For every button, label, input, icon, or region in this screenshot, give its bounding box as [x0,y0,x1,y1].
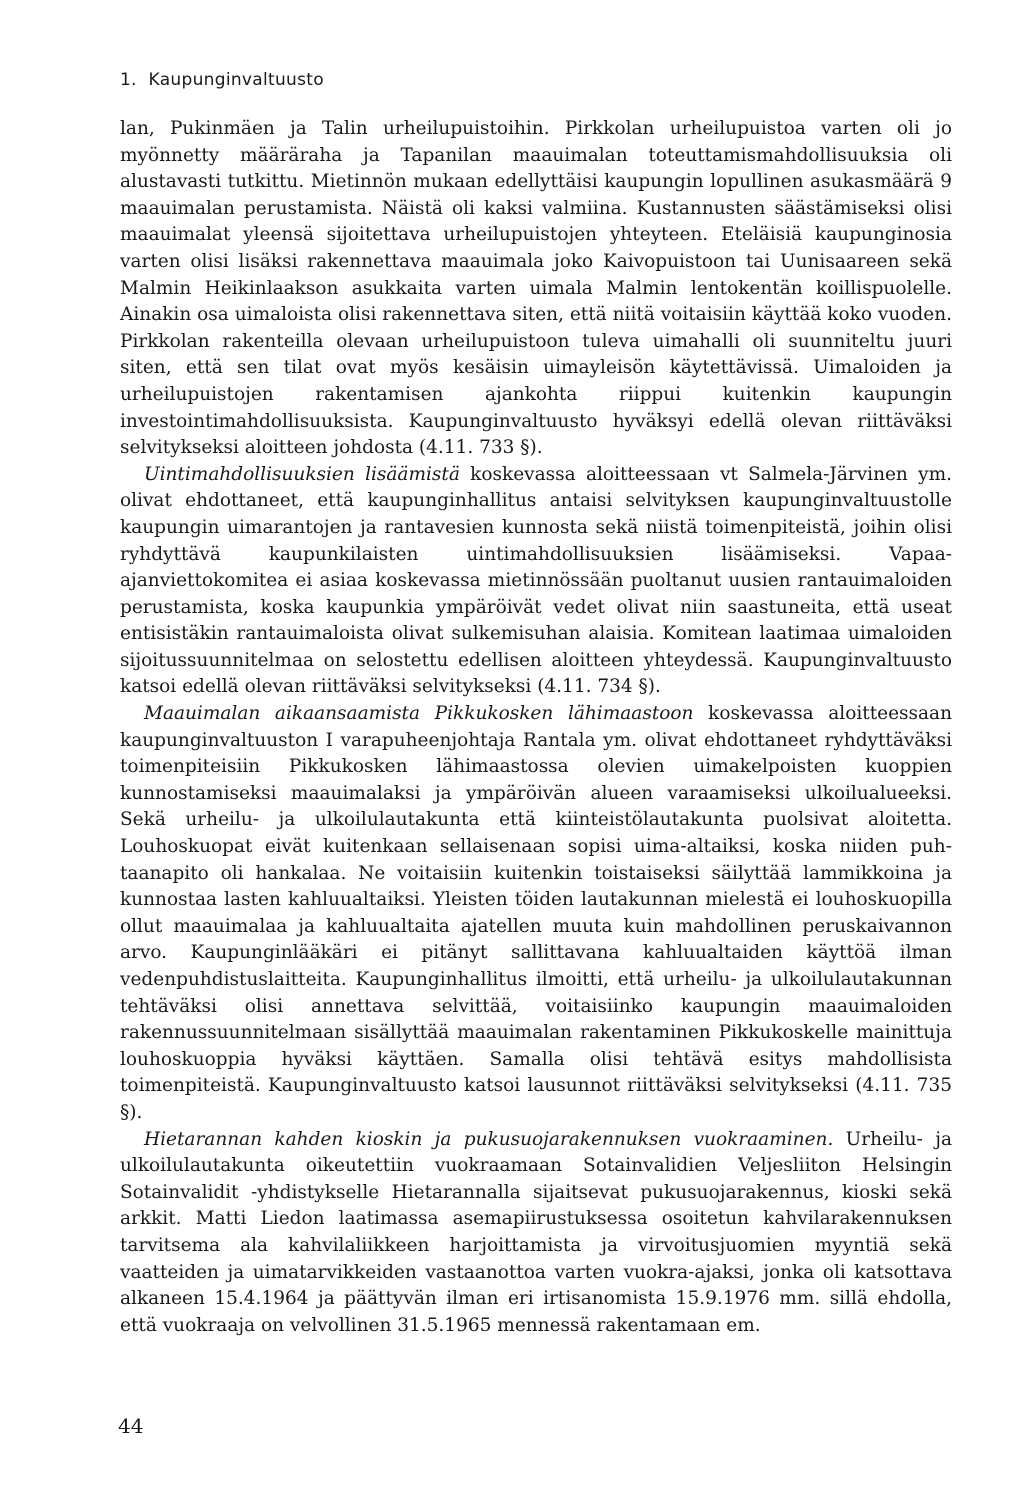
section-title: Kaupunginvaltuusto [148,70,324,90]
paragraph-2-title: Uintimahdollisuuksien lisäämistä [144,463,460,485]
paragraph-4-title: Hietarannan kahden kioskin ja pukusuojarakennuksen vuokraaminen. [144,1128,834,1150]
paragraph-3-text: koskevassa aloitteessaan kaupunginvaltuuston I varapuheenjohtaja Rantala ym. olivat ehdottaneet ryhdyttäväksi toimenpiteisiin Pikkukosken lähimaastossa olevien uimakelpoisten kuoppien kunnostamiseksi maauimalaksi ja ympäröivän alueen varaamiseksi ulkoilualueeksi. Sekä urheilu- ja ulkoilulautakunta että kiinteistölautakunta puolsivat aloitetta. Louhoskuopat eivät kuitenkaan sellaisenaan sopisi uima-altaiksi, koska niiden puhtaanapito oli hankalaa. Ne voitaisiin kuitenkin toistaiseksi säilyttää lammikkoina ja kunnostaa lasten kahluualtaiksi. Yleisten töiden lautakunnan mielestä ei louhoskuopilla ollut maauimalaa ja kahluualtaita ajatellen muuta kuin mahdollinen peruskaivannon arvo. Kaupunginlääkäri ei pitänyt sallittavana kahluualtaiden käyttöä ilman vedenpuhdistuslaitteita. Kaupunginhallitus ilmoitti, että urheilu- ja ulkoilulautakunnan tehtäväksi olisi annettava selvittää, voitaisiinko kaupungin maauimaloiden rakennussuunnitelmaan sisällyttää maauimalan rakentaminen Pikkukoskelle mainittuja louhoskuoppia hyväksi käyttäen. Samalla olisi tehtävä esitys mahdollisista toimenpiteistä. Kaupunginvaltuusto katsoi lausunnot riittäväksi selvitykseksi (4.11. 735 §). [120,703,952,1123]
paragraph-3-title: Maauimalan aikaansaamista Pikkukosken lähimaastoon [144,703,694,725]
paragraph-1 [120,116,952,462]
paragraph-3 [120,701,952,1127]
body-text [120,116,952,1339]
page-number: 44 [118,1414,144,1438]
paragraph-2 [120,462,952,701]
paragraph-4 [120,1127,952,1340]
running-header [120,70,324,90]
paragraph-2-text: koskevassa aloitteessaan vt Salmela-Järvinen ym. olivat ehdottaneet, että kaupunginhallitus antaisi selvityksen kaupunginvaltuustolle kaupungin uimarantojen ja rantavesien kunnosta sekä niistä toimenpiteistä, joihin olisi ryhdyttävä kaupunkilaisten uintimahdollisuuksien lisäämiseksi. Vapaa-ajanviettokomitea ei asiaa koskevassa mietinnössään puoltanut uusien rantauimaloiden perustamista, koska kaupunkia ympäröivät vedet olivat niin saastuneita, että useat entisistäkin rantauimaloista olivat sulkemisuhan alaisia. Komitean laatimaa uimaloiden sijoitussuunnitelmaa on selostettu edellisen aloitteen yhteydessä. Kaupunginvaltuusto katsoi edellä olevan riittäväksi selvitykseksi (4.11. 734 §). [120,463,953,698]
section-number: 1. [120,70,137,90]
paragraph-4-text: Urheilu- ja ulkoilulautakunta oikeutettiin vuokraamaan Sotainvalidien Veljesliiton Helsingin Sotainvalidit -yhdistykselle Hietarannalla sijaitsevat pukusuojarakennus, kioski sekä arkkit. Matti Liedon laatimassa asemapiirustuksessa osoitetun kahvilarakennuksen tarvitsema ala kahvilaliikkeen harjoittamista ja virvoitusjuomien myyntiä sekä vaatteiden ja uimatarvikkeiden vastaanottoa varten vuokra-ajaksi, jonka oli katsottava alkaneen 15.4.1964 ja päättyvän ilman eri irtisanomista 15.9.1976 mm. sillä ehdolla, että vuokraaja on velvollinen 31.5.1965 mennessä rakentamaan em. [120,1128,952,1336]
paragraph-1-text: lan, Pukinmäen ja Talin urheilupuistoihin. Pirkkolan urheilupuistoa varten oli jo myönnetty määräraha ja Tapanilan maauimalan toteuttamismahdollisuuksia oli alustavasti tutkittu. Mietinnön mukaan edellyttäisi kaupungin lopullinen asukasmäärä 9 maauimalan perustamista. Näistä oli kaksi valmiina. Kustannusten säästämiseksi olisi maauimalat yleensä sijoitettava urheilupuistojen yhteyteen. Eteläisiä kaupunginosia varten olisi lisäksi rakennettava maauimala joko Kaivopuistoon tai Uunisaareen sekä Malmin Heikinlaakson asukkaita varten uimala Malmin lentokentän koillispuolelle. Ainakin osa uimaloista olisi rakennettava siten, että niitä voitaisiin käyttää koko vuoden. Pirkkolan rakenteilla olevaan urheilupuistoon tuleva uimahalli oli suunniteltu juuri siten, että sen tilat ovat myös kesäisin uimayleisön käytettävissä. Uimaloiden ja urheilupuistojen rakentamisen ajankohta riippui kuitenkin kaupungin investointimahdollisuuksista. Kaupunginvaltuusto hyväksyi edellä olevan riittäväksi selvitykseksi aloitteen johdosta (4.11. 733 §). [120,118,952,459]
